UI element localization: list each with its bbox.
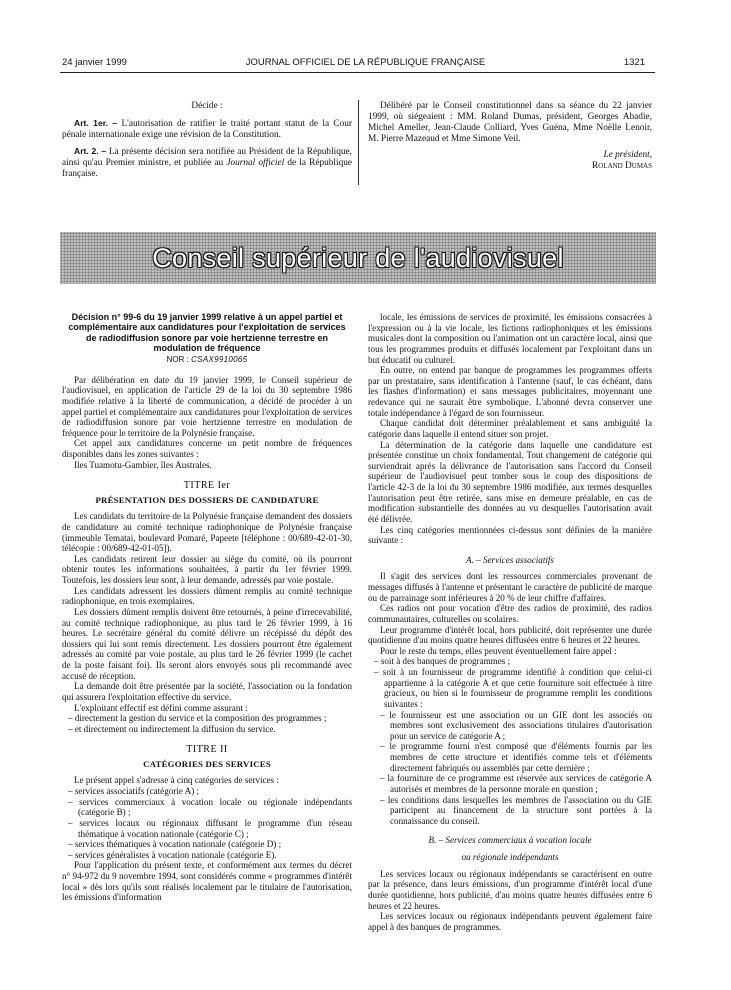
header-journal-title: JOURNAL OFFICIEL DE LA RÉPUBLIQUE FRANÇAISE — [245, 57, 486, 68]
article-2-text-b: de la République française. — [62, 157, 352, 179]
section-a-heading: A. – Services associatifs — [466, 554, 554, 565]
paragraph: Iles Tuamotu-Gambier, îles Australes. — [74, 459, 212, 470]
paragraph: En outre, on entend par banque de programmes les programmes offerts par un prestataire, sans identification à l'antenne (sauf, le cas échéant, dans les flashes d'information) et sans messages publicitaires, moyennant une redevance qui ne saurait être symbolique. L'abonné devra conserver une totale indépendance à l'égard de son fournisseur. — [368, 365, 652, 418]
list-item: – services commerciaux à vocation locale ou régionale indépendants (catégorie B) ; — [68, 796, 352, 818]
list-item: – le programme fourni n'est composé que d'éléments fournis par les membres de cette structure et identifiés comme tels et d'éléments directement fabriqués ou assemblés par cette dernière ; — [380, 741, 652, 773]
article-2-text-a: La présente décision sera notifiée au Président de la République, ainsi qu'au Premier ministre, et publiée au — [62, 146, 352, 168]
paragraph: Ces radios ont pour vocation d'être des radios de proximité, des radios communautaires, culturelles ou scolaires. — [368, 603, 652, 624]
signature-name: Roland Dumas — [592, 160, 652, 171]
paragraph: Cet appel aux candidatures concerne un petit nombre de fréquences disponibles dans les zones suivantes : — [62, 438, 352, 460]
paragraph: Les dossiers dûment remplis doivent être retournés, à peine d'irrecevabilité, au comité technique radiophonique, au plus tard le 26 février 1999, à 16 heures. Le secrétaire général du comité délivre un récépissé du dépôt des dossiers qui lui sont remis directement. Les dossiers pourront être également adressés au comité par voie postale, au plus tard le 26 février 1999 (le cachet de la poste faisant foi). Ils seront alors envoyés sous pli recommandé avec accusé de réception. — [62, 606, 352, 681]
paragraph: locale, les émissions de services de proximité, les émissions consacrées à l'expression ou à la vie locale, les fictions radiophoniques et les émissions musicales dont la composition ou l'animation ont un caractère local, ainsi que tous les programmes produits et diffusés localement par l'exploitant dans un but éducatif ou culturel. — [368, 312, 652, 365]
paragraph: Leur programme d'intérêt local, hors publicité, doit représenter une durée quotidienne d'au moins quatre heures diffusées entre 6 heures et 22 heures. — [368, 624, 652, 646]
nor-reference — [62, 355, 352, 364]
deliberation-text: Délibéré par le Conseil constitutionnel dans sa séance du 22 janvier 1999, où siégeaient : MM. Roland Dumas, président, Georges Abadie, Michel Ameller, Jean-Claude Colliard, Yves Guéna, Mme Noëlle Lenoir, M. Pierre Mazeaud et Mme Simone Veil. — [368, 101, 652, 144]
paragraph: Les services locaux ou régionaux indépendants se caractérisent en outre par la présence, dans leurs émissions, d'un programme d'intérêt local d'une durée quotidienne, hors publicité, d'au moins quatre heures diffusées entre 6 heures et 22 heures. — [368, 868, 652, 911]
section-b-heading-line-1: B. – Services commerciaux à vocation locale — [428, 835, 592, 846]
paragraph: Chaque candidat doit déterminer préalablement et sans ambiguïté la catégorie dans laquelle il entend situer son projet. — [368, 418, 652, 439]
paragraph: Pour le reste du temps, elles peuvent éventuellement faire appel : — [380, 645, 617, 656]
titre-1-heading: TITRE Ier — [183, 480, 231, 492]
article-1 — [62, 118, 352, 141]
list-item: – services locaux ou régionaux diffusant le programme d'un réseau thématique à vocation nationale (catégorie C) ; — [68, 817, 352, 839]
article-1-label: Art. 1er. – — [74, 117, 118, 128]
list-item: – les conditions dans lesquelles les membres de l'association ou du GIE participent au financement de la structure sont portées à la connaissance du conseil. — [380, 794, 652, 826]
header-rule — [60, 72, 655, 73]
titre-1-subheading: PRÉSENTATION DES DOSSIERS DE CANDIDATURE — [95, 495, 319, 506]
titre-2-subheading: CATÉGORIES DES SERVICES — [143, 759, 271, 770]
article-2 — [62, 146, 352, 180]
paragraph: La demande doit être présentée par la société, l'association ou la fondation qui assurera l'exploitation effective du service. — [62, 681, 352, 702]
titre-2-heading: TITRE II — [186, 744, 228, 756]
section-b-heading-line-2: ou régionale indépendants — [461, 852, 559, 862]
list-item: – soit à des banques de programmes ; — [374, 656, 511, 667]
column-divider — [358, 100, 359, 185]
list-item: – la fourniture de ce programme est réservée aux services de catégorie A autorisés et membres de la personne morale en question ; — [380, 773, 652, 794]
paragraph: Les candidats du territoire de la Polynésie française demandent des dossiers de candidature au comité technique radiophonique de Polynésie française (immeuble Tematai, boulevard Pomaré, Papeete [téléphone : 00/689-42-01-30, télécopie : 00/689-42-01-05]). — [62, 511, 352, 554]
nor-label: NOR : — [166, 355, 192, 365]
journal-officiel-ref: Journal officiel — [226, 157, 285, 168]
article-2-label: Art. 2. – — [74, 145, 107, 156]
paragraph: Les cinq catégories mentionnées ci-dessus sont définies de la manière suivante : — [368, 524, 652, 546]
deliberation-block — [368, 101, 652, 172]
signature-role: Le président, — [603, 149, 652, 160]
list-item: – et directement ou indirectement la diffusion du service. — [68, 723, 276, 734]
list-item: – services généralistes à vocation nationale (catégorie E). — [68, 849, 277, 860]
paragraph: Les candidats retirent leur dossier au siège du comité, où ils pourront obtenir toutes les informations souhaitées, à partir du 1er février 1999. Toutefois, les dossiers leur sont, à leur demande, adressés par voie postale. — [62, 553, 352, 586]
banner-title: Conseil supérieur de l'audiovisuel — [152, 242, 564, 273]
left-column — [62, 312, 352, 903]
decision-title: Décision n° 99-6 du 19 janvier 1999 relative à un appel partiel et complémentaire aux candidatures pour l'exploitation de services de radiodiffusion sonore par voie hertzienne terrestre en modulation de fréquence — [68, 312, 346, 354]
previous-decision-end — [62, 101, 352, 185]
decide-heading: Décide : — [191, 101, 223, 111]
paragraph: Pour l'application du présent texte, et conformément aux termes du décret n° 94-972 du 9 novembre 1994, sont considérés comme « programmes d'intérêt local » dès lors qu'ils sont réalisés localement par le titulaire de l'autorisation, les émissions d'information — [62, 860, 352, 903]
list-item: – soit à un fournisseur de programme identifié à condition que celui-ci appartienne à la catégorie A et que cette fourniture soit effectuée à titre gracieux, ou bien si le fournisseur de programme remplit les conditions suivantes : — [374, 667, 652, 709]
list-item: – directement la gestion du service et la composition des programmes ; — [68, 713, 327, 724]
paragraph: Le présent appel s'adresse à cinq catégories de services : — [74, 775, 279, 786]
right-column — [368, 312, 652, 932]
paragraph: Les services locaux ou régionaux indépendants peuvent également faire appel à des banques de programmes. — [368, 911, 652, 932]
nor-code: CSAX9910065 — [191, 355, 248, 365]
list-item: – services associatifs (catégorie A) ; — [68, 786, 200, 797]
list-item: – services thématiques à vocation nationale (catégorie D) ; — [68, 839, 282, 850]
paragraph: La détermination de la catégorie dans laquelle une candidature est présentée constitue un choix fondamental. Tout changement de catégorie qui surviendrait après la délivrance de l'autorisation sans l'accord du Conseil supérieur de l'audiovisuel peut tomber sous le coup des dispositions de l'article 42-3 de la loi du 30 septembre 1986 modifiée, aux termes desquelles l'autorisation peut être retirée, sans mise en demeure préalable, en cas de modification substantielle des données au vu desquelles l'autorisation avait été délivrée. — [368, 439, 652, 524]
header-page-number: 1321 — [623, 57, 645, 68]
paragraph: Il s'agit des services dont les ressources commerciales provenant de messages diffusés à l'antenne et présentant le caractère de publicité de marque ou de parrainage sont inférieures à 20 % de leur chiffre d'affaires. — [368, 571, 653, 603]
paragraph: L'exploitant effectif est défini comme assurant : — [74, 702, 248, 713]
list-item: – le fournisseur est une association ou un GIE dont les associés ou membres sont exclusivement des associations titulaires d'autorisation pour un service de catégorie A ; — [380, 709, 652, 741]
article-1-text: L'autorisation de ratifier le traité portant statut de la Cour pénale internationale exige une révision de la Constitution. — [62, 118, 352, 140]
paragraph: Par délibération en date du 19 janvier 1999, le Conseil supérieur de l'audiovisuel, en application de l'article 29 de la loi du 30 septembre 1986 modifiée relative à la liberté de communication, a décidé de procéder à un appel partiel et complémentaire aux candidatures pour l'exploitation de services de radiodiffusion sonore par voie hertzienne terrestre en modulation de fréquence pour le territoire de la Polynésie française. — [62, 374, 352, 438]
paragraph: Les candidats adressent les dossiers dûment remplis au comité technique radiophonique, en trois exemplaires. — [62, 585, 352, 607]
section-banner — [60, 232, 656, 284]
header-date: 24 janvier 1999 — [62, 57, 127, 68]
